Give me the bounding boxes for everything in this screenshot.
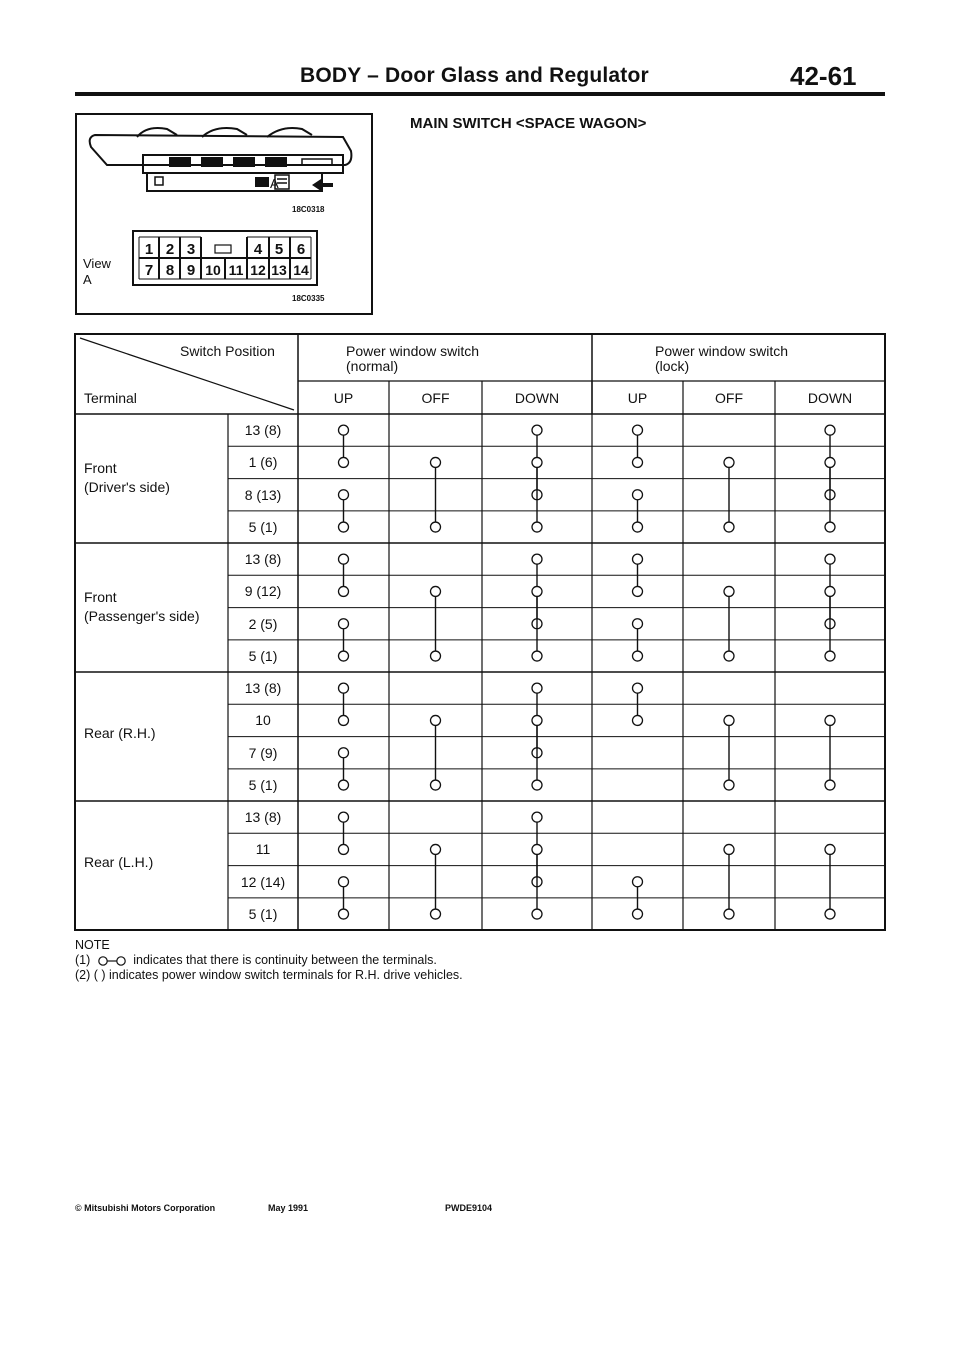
terminal-node — [532, 780, 542, 790]
group-lock-label — [655, 344, 788, 374]
group-label — [84, 853, 153, 872]
terminal-label: 5 (1) — [248, 647, 278, 664]
group-label — [84, 724, 156, 743]
column-header-off: OFF — [715, 390, 743, 406]
pin-14: 14 — [293, 262, 309, 278]
note-1 — [75, 953, 463, 968]
terminal-node — [633, 877, 643, 887]
terminal-node — [633, 651, 643, 661]
view-arrow-label: A — [270, 176, 279, 191]
pin-12: 12 — [250, 262, 266, 278]
terminal-node — [339, 844, 349, 854]
note-2: (2) ( ) indicates power window switch terminals for R.H. drive vehicles. — [75, 968, 463, 982]
terminal-node — [825, 780, 835, 790]
terminal-node — [339, 780, 349, 790]
notes — [75, 938, 463, 983]
pin-11: 11 — [228, 262, 244, 278]
group-label — [84, 588, 200, 626]
figure-code-bottom: 18C0335 — [292, 294, 325, 303]
terminal-node — [431, 651, 441, 661]
corner-terminal: Terminal — [84, 390, 137, 406]
terminal-label: 10 — [255, 712, 271, 729]
footer-date: May 1991 — [268, 1203, 309, 1213]
terminal-node — [825, 909, 835, 919]
terminal-node — [825, 522, 835, 532]
corner-switch-position: Switch Position — [180, 343, 275, 359]
terminal-label: 8 (13) — [244, 486, 282, 503]
terminal-label: 5 (1) — [248, 776, 278, 793]
terminal-node — [633, 554, 643, 564]
terminal-node — [431, 522, 441, 532]
terminal-node — [633, 683, 643, 693]
terminal-node — [532, 715, 542, 725]
group-label — [84, 459, 170, 497]
terminal-node — [825, 651, 835, 661]
terminal-label: 5 (1) — [248, 905, 278, 922]
group-label-line2: (Passenger's side) — [84, 608, 200, 624]
note-title: NOTE — [75, 938, 110, 952]
group-normal-label — [346, 344, 479, 374]
terminal-node — [532, 457, 542, 467]
terminal-node — [339, 715, 349, 725]
pin-9: 9 — [186, 262, 196, 279]
terminal-node — [724, 909, 734, 919]
pin-10: 10 — [205, 262, 221, 278]
terminal-node — [724, 715, 734, 725]
terminal-node — [633, 909, 643, 919]
terminal-node — [339, 586, 349, 596]
terminal-node — [724, 522, 734, 532]
terminal-node — [724, 651, 734, 661]
section-title: MAIN SWITCH <SPACE WAGON> — [410, 115, 647, 132]
terminal-node — [339, 490, 349, 500]
terminal-node — [532, 812, 542, 822]
footer-copyright: © Mitsubishi Motors Corporation — [75, 1203, 216, 1213]
pin-2: 2 — [165, 241, 175, 258]
terminal-label: 1 (6) — [248, 454, 278, 471]
terminal-node — [431, 586, 441, 596]
group-normal-line1: Power window switch — [346, 343, 480, 359]
terminal-node — [633, 522, 643, 532]
terminal-node — [724, 780, 734, 790]
terminal-node — [825, 715, 835, 725]
figure-code-top: 18C0318 — [292, 205, 325, 214]
terminal-node — [825, 425, 835, 435]
terminal-node — [825, 844, 835, 854]
terminal-node — [825, 586, 835, 596]
terminal-node — [431, 909, 441, 919]
terminal-label: 13 (8) — [244, 680, 282, 696]
group-lock-line2: (lock) — [655, 358, 690, 374]
terminal-node — [825, 457, 835, 467]
terminal-node — [633, 490, 643, 500]
terminal-node — [431, 844, 441, 854]
continuity-symbol-icon — [94, 955, 130, 967]
terminal-node — [633, 619, 643, 629]
terminal-node — [339, 425, 349, 435]
page-number: 42-61 — [790, 61, 857, 91]
terminal-node — [724, 844, 734, 854]
terminal-node — [825, 554, 835, 564]
terminal-node — [339, 457, 349, 467]
terminal-node — [339, 651, 349, 661]
group-lock-line1: Power window switch — [655, 343, 789, 359]
terminal-node — [339, 877, 349, 887]
view-label-line1: View — [83, 256, 111, 271]
terminal-node — [532, 651, 542, 661]
terminal-label: 2 (5) — [248, 615, 278, 632]
terminal-node — [532, 425, 542, 435]
column-header-off: OFF — [421, 390, 450, 406]
terminal-node — [431, 780, 441, 790]
column-header-down: DOWN — [807, 390, 853, 406]
terminal-node — [339, 619, 349, 629]
terminal-label: 11 — [255, 841, 271, 858]
column-header-up: UP — [627, 390, 648, 406]
terminal-node — [724, 457, 734, 467]
terminal-node — [633, 457, 643, 467]
group-label-line1: Front — [84, 589, 117, 605]
terminal-node — [633, 425, 643, 435]
note-1-prefix: (1) — [75, 953, 91, 967]
group-label-line2: (Driver's side) — [84, 479, 170, 495]
terminal-label: 7 (9) — [248, 744, 278, 761]
pin-8: 8 — [165, 262, 175, 279]
pin-7: 7 — [144, 262, 154, 279]
note-1-text: indicates that there is continuity between the terminals. — [129, 953, 437, 967]
pin-5: 5 — [274, 241, 284, 258]
terminal-node — [339, 522, 349, 532]
terminal-node — [532, 844, 542, 854]
header-title: BODY – Door Glass and Regulator — [300, 64, 649, 87]
terminal-node — [339, 748, 349, 758]
terminal-node — [532, 554, 542, 564]
terminal-node — [431, 715, 441, 725]
terminal-node — [339, 683, 349, 693]
table-border — [75, 334, 885, 930]
terminal-node — [532, 586, 542, 596]
pin-13: 13 — [271, 262, 287, 278]
terminal-node — [532, 683, 542, 693]
terminal-label: 13 (8) — [244, 551, 282, 567]
terminal-node — [431, 457, 441, 467]
group-label-line1: Rear (R.H.) — [84, 725, 156, 741]
terminal-node — [339, 554, 349, 564]
terminal-node — [532, 522, 542, 532]
terminal-label: 12 (14) — [240, 873, 286, 890]
terminal-node — [724, 586, 734, 596]
pin-3: 3 — [186, 241, 196, 258]
terminal-label: 9 (12) — [244, 583, 282, 600]
pin-4: 4 — [253, 241, 263, 258]
view-label-line2: A — [83, 272, 92, 287]
terminal-node — [633, 586, 643, 596]
terminal-label: 13 (8) — [244, 809, 282, 825]
terminal-label: 13 (8) — [244, 422, 282, 438]
pin-1: 1 — [144, 241, 154, 258]
column-header-down: DOWN — [514, 390, 560, 406]
pin-6: 6 — [296, 241, 306, 258]
column-header-up: UP — [333, 390, 354, 406]
terminal-node — [633, 715, 643, 725]
footer-code: PWDE9104 — [445, 1203, 493, 1213]
terminal-label: 5 (1) — [248, 518, 278, 535]
terminal-node — [532, 909, 542, 919]
terminal-node — [339, 812, 349, 822]
group-normal-line2: (normal) — [346, 358, 399, 374]
group-label-line1: Front — [84, 460, 117, 476]
terminal-node — [339, 909, 349, 919]
group-label-line1: Rear (L.H.) — [84, 854, 154, 870]
